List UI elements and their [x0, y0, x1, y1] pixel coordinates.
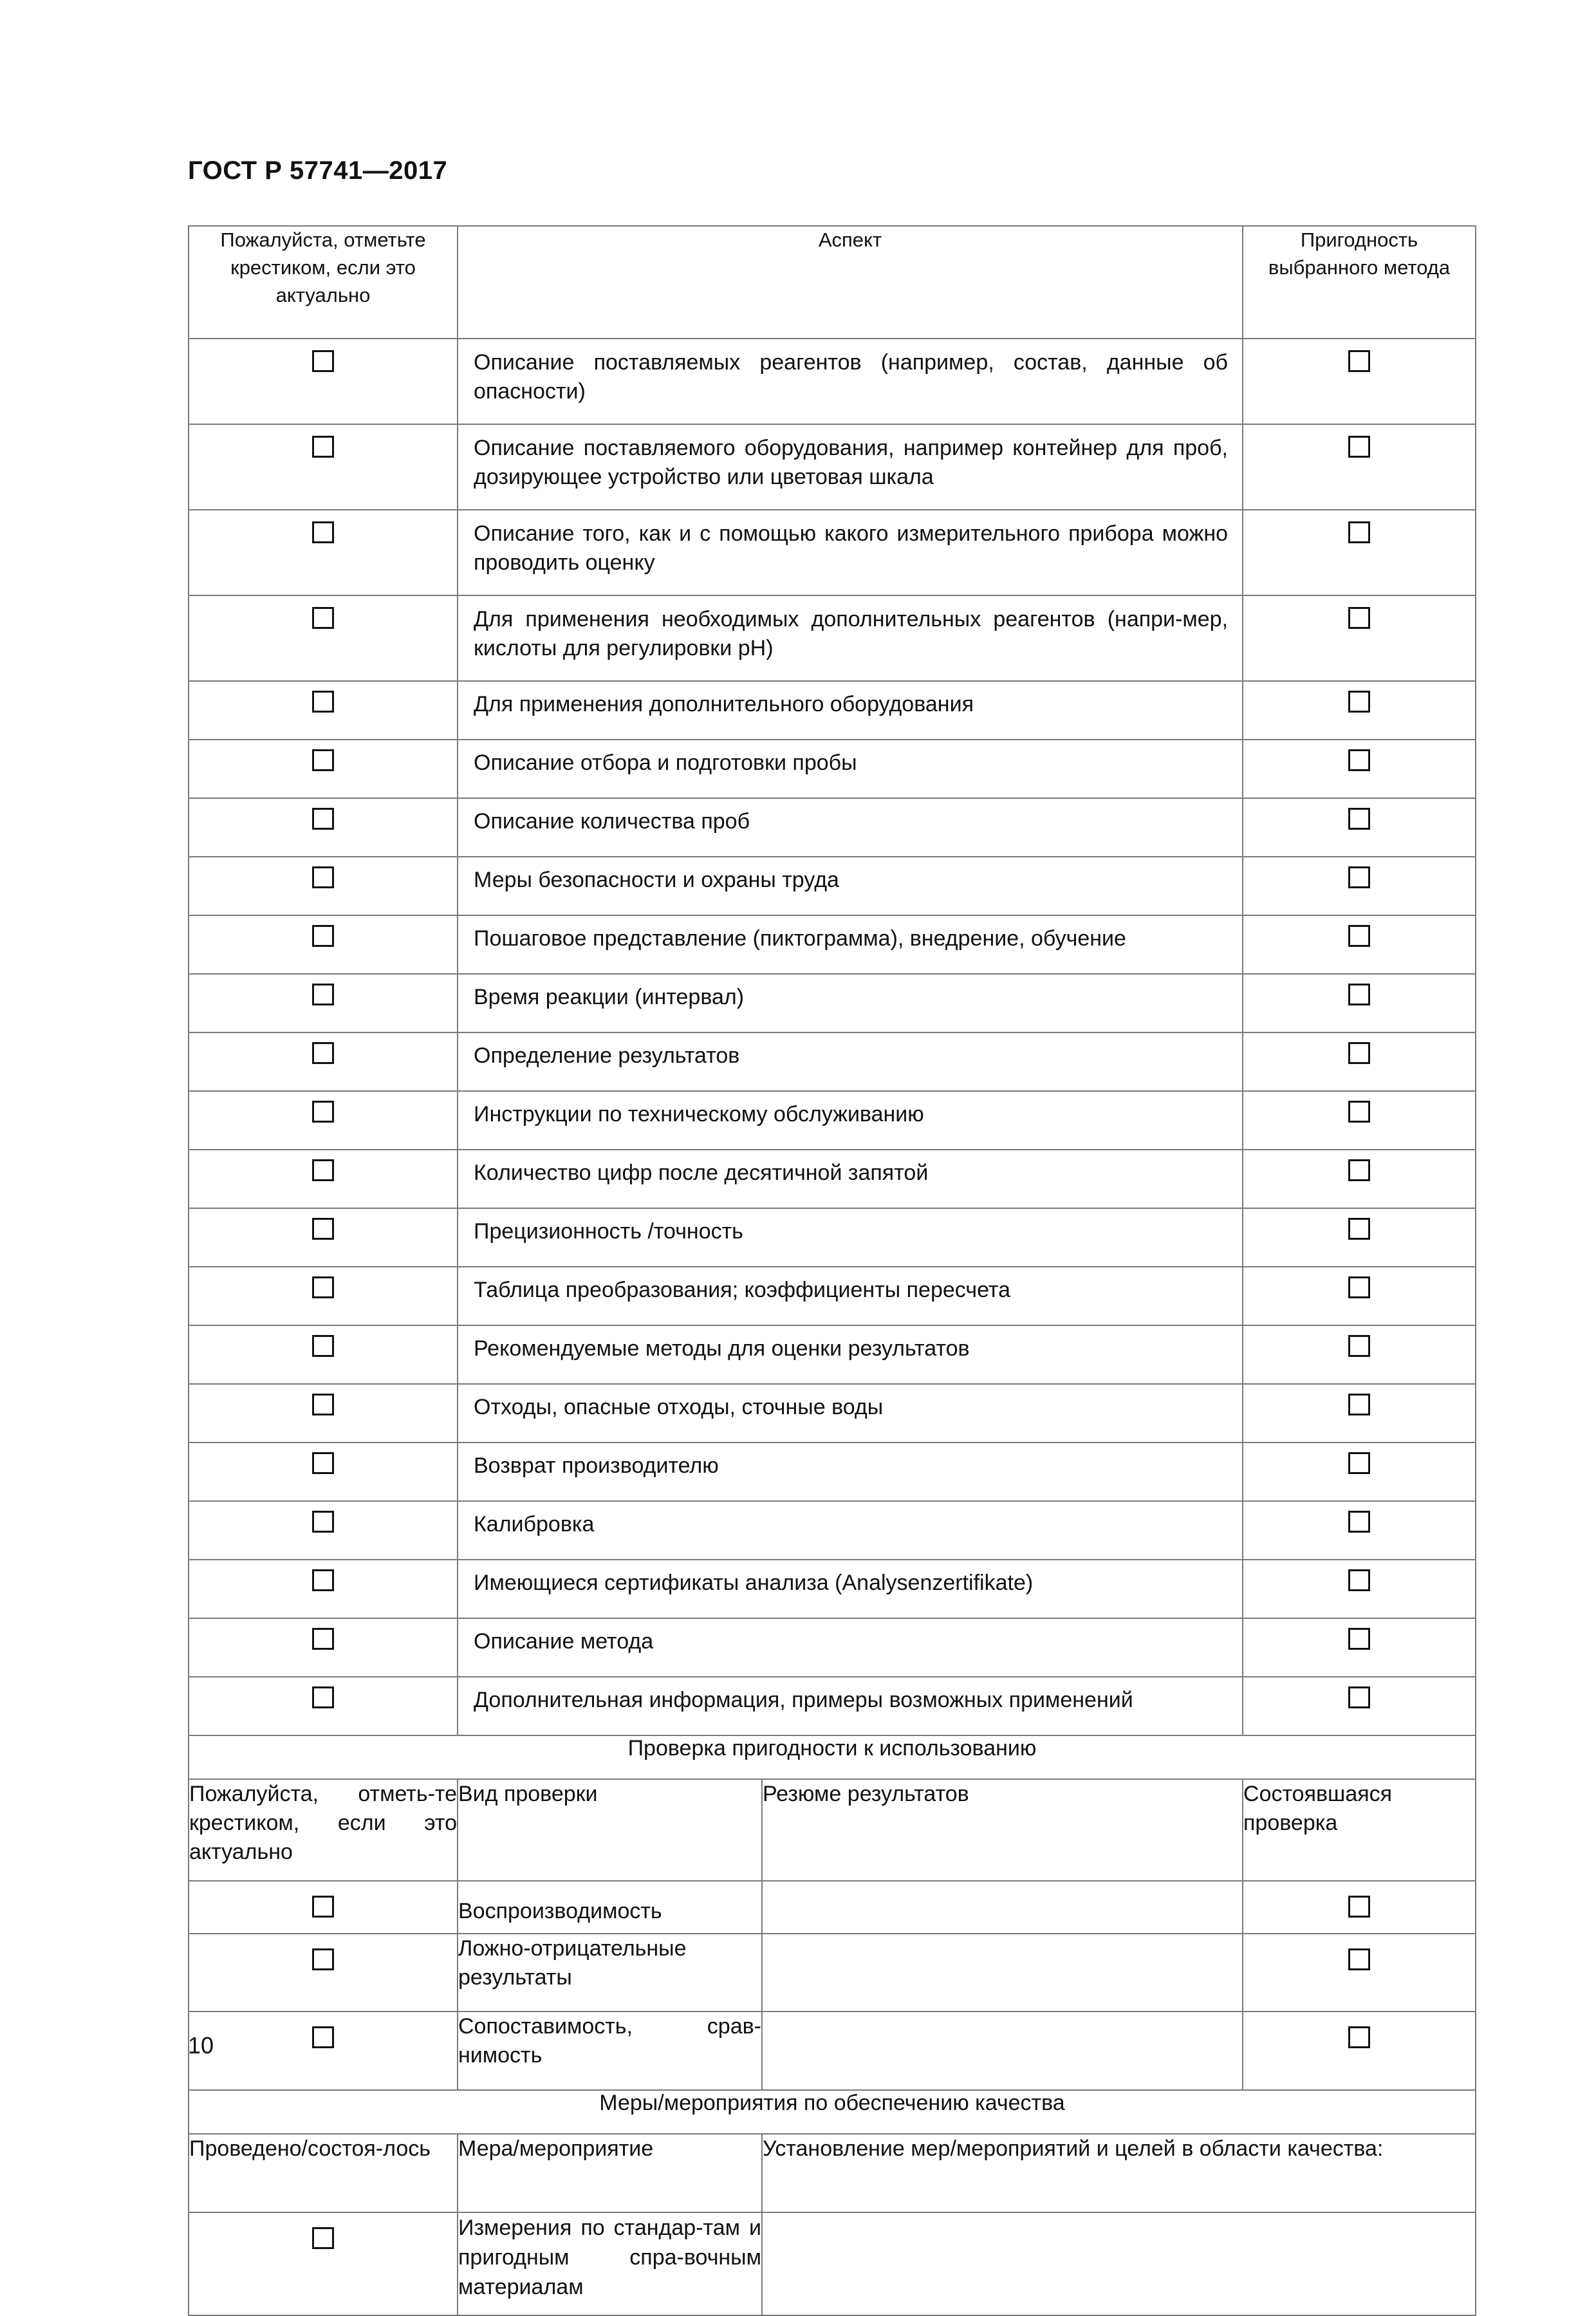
aspect-text: Рекомендуемые методы для оценки результатов: [458, 1325, 1243, 1384]
aspect-row: [189, 1677, 1476, 1735]
usability-row: [189, 1934, 1476, 2012]
column-header-suitability: Пригодность выбранного метода: [1243, 226, 1476, 339]
suitability-checkbox[interactable]: [1348, 1335, 1370, 1357]
mark-cell: [189, 1150, 458, 1208]
quality-row: [189, 2212, 1476, 2315]
suitability-cell: [1243, 510, 1476, 595]
relevance-checkbox[interactable]: [312, 350, 334, 372]
document-header: ГОСТ Р 57741—2017: [188, 156, 448, 185]
aspect-text: Меры безопасности и охраны труда: [458, 857, 1243, 915]
relevance-checkbox[interactable]: [312, 436, 334, 458]
check-done-checkbox[interactable]: [1348, 1896, 1370, 1918]
aspect-row: [189, 681, 1476, 740]
suitability-checkbox[interactable]: [1348, 866, 1370, 888]
usability-section-title: Проверка пригодности к использованию: [189, 1735, 1476, 1779]
aspect-row: [189, 1032, 1476, 1091]
aspect-text: Количество цифр после десятичной запятой: [458, 1150, 1243, 1208]
aspect-text: Инструкции по техническому обслуживанию: [458, 1091, 1243, 1150]
mark-cell: [189, 915, 458, 974]
mark-cell: [189, 1443, 458, 1501]
suitability-cell: [1243, 1618, 1476, 1677]
aspect-row: [189, 595, 1476, 681]
mark-cell: [189, 1267, 458, 1325]
relevance-checkbox[interactable]: [312, 1628, 334, 1650]
check-type: Сопоставимость, срав-нимость: [458, 2012, 762, 2090]
relevance-checkbox[interactable]: [312, 1394, 334, 1415]
aspect-text: Описание того, как и с помощью какого измерительного прибора можно проводить оценку: [458, 510, 1243, 595]
suitability-checkbox[interactable]: [1348, 1569, 1370, 1591]
mark-cell: [189, 595, 458, 681]
section-title-row: [189, 1735, 1476, 1779]
aspect-text: Описание метода: [458, 1618, 1243, 1677]
checklist-table: [188, 225, 1476, 2316]
suitability-cell: [1243, 681, 1476, 740]
aspect-row: [189, 1618, 1476, 1677]
mark-cell: [189, 740, 458, 798]
aspect-text: Описание количества проб: [458, 798, 1243, 857]
check-done-checkbox[interactable]: [1348, 1948, 1370, 1970]
done-checkbox[interactable]: [312, 2227, 334, 2249]
usability-header-row: [189, 1779, 1476, 1881]
column-header-aspect: Аспект: [458, 226, 1243, 339]
suitability-cell: [1243, 1560, 1476, 1618]
mark-cell: [189, 857, 458, 915]
suitability-cell: [1243, 1384, 1476, 1443]
aspect-text: Определение результатов: [458, 1032, 1243, 1091]
results-summary-cell[interactable]: [762, 1881, 1243, 1934]
aspect-row: [189, 1384, 1476, 1443]
quality-column-done: Проведено/состоя-лось: [189, 2134, 458, 2212]
mark-cell: [189, 798, 458, 857]
table-header-row: [189, 226, 1476, 339]
quality-measure: Измерения по стандар-там и пригодным спра-вочным материалам: [458, 2212, 762, 2315]
suitability-cell: [1243, 857, 1476, 915]
usability-column-done: Состоявшаяся проверка: [1243, 1779, 1476, 1881]
done-cell: [189, 2212, 458, 2315]
suitability-cell: [1243, 1325, 1476, 1384]
results-summary-cell[interactable]: [762, 2012, 1243, 2090]
aspect-row: [189, 424, 1476, 510]
aspect-text: Время реакции (интервал): [458, 974, 1243, 1032]
suitability-cell: [1243, 1443, 1476, 1501]
mark-cell: [189, 1881, 458, 1934]
aspect-text: Отходы, опасные отходы, сточные воды: [458, 1384, 1243, 1443]
done-cell: [1243, 1934, 1476, 2012]
suitability-checkbox[interactable]: [1348, 1159, 1370, 1181]
relevance-checkbox[interactable]: [312, 521, 334, 543]
quality-column-goals: Установление мер/мероприятий и целей в области качества:: [762, 2134, 1476, 2212]
relevance-checkbox[interactable]: [312, 749, 334, 771]
suitability-cell: [1243, 1150, 1476, 1208]
suitability-cell: [1243, 1032, 1476, 1091]
aspect-text: Для применения необходимых дополнительных реагентов (напри-мер, кислоты для регулировки pH): [458, 595, 1243, 681]
suitability-cell: [1243, 1501, 1476, 1560]
mark-cell: [189, 424, 458, 510]
suitability-checkbox[interactable]: [1348, 1276, 1370, 1298]
mark-cell: [189, 1325, 458, 1384]
aspect-row: [189, 1325, 1476, 1384]
aspect-row: [189, 740, 1476, 798]
check-type: Воспроизводимость: [458, 1881, 762, 1934]
suitability-checkbox[interactable]: [1348, 808, 1370, 830]
relevance-checkbox[interactable]: [312, 808, 334, 830]
aspect-row: [189, 915, 1476, 974]
suitability-cell: [1243, 1208, 1476, 1267]
suitability-checkbox[interactable]: [1348, 1042, 1370, 1064]
check-done-checkbox[interactable]: [1348, 2026, 1370, 2048]
mark-cell: [189, 339, 458, 424]
relevance-checkbox[interactable]: [312, 925, 334, 947]
mark-cell: [189, 1208, 458, 1267]
aspect-row: [189, 798, 1476, 857]
aspect-text: Описание отбора и подготовки пробы: [458, 740, 1243, 798]
suitability-checkbox[interactable]: [1348, 1686, 1370, 1708]
suitability-cell: [1243, 915, 1476, 974]
aspect-row: [189, 510, 1476, 595]
mark-cell: [189, 1677, 458, 1735]
relevance-checkbox[interactable]: [312, 866, 334, 888]
suitability-cell: [1243, 1677, 1476, 1735]
mark-cell: [189, 510, 458, 595]
mark-cell: [189, 1384, 458, 1443]
done-cell: [1243, 1881, 1476, 1934]
relevance-checkbox[interactable]: [312, 1569, 334, 1591]
aspect-row: [189, 1091, 1476, 1150]
suitability-cell: [1243, 1091, 1476, 1150]
suitability-checkbox[interactable]: [1348, 749, 1370, 771]
suitability-checkbox[interactable]: [1348, 607, 1370, 629]
suitability-checkbox[interactable]: [1348, 1628, 1370, 1650]
aspect-row: [189, 1150, 1476, 1208]
aspect-text: Дополнительная информация, примеры возможных применений: [458, 1677, 1243, 1735]
suitability-cell: [1243, 424, 1476, 510]
done-cell: [1243, 2012, 1476, 2090]
relevance-checkbox[interactable]: [312, 1159, 334, 1181]
relevance-checkbox[interactable]: [312, 1452, 334, 1474]
relevance-checkbox[interactable]: [312, 1101, 334, 1123]
quality-section-title: Меры/мероприятия по обеспечению качества: [189, 2090, 1476, 2134]
quality-column-measure: Мера/мероприятие: [458, 2134, 762, 2212]
suitability-checkbox[interactable]: [1348, 1452, 1370, 1474]
relevance-checkbox[interactable]: [312, 1218, 334, 1240]
mark-cell: [189, 1501, 458, 1560]
suitability-checkbox[interactable]: [1348, 350, 1370, 372]
mark-cell: [189, 1091, 458, 1150]
suitability-checkbox[interactable]: [1348, 984, 1370, 1005]
suitability-cell: [1243, 595, 1476, 681]
aspect-row: [189, 857, 1476, 915]
suitability-cell: [1243, 974, 1476, 1032]
aspect-text: Для применения дополнительного оборудования: [458, 681, 1243, 740]
mark-cell: [189, 1934, 458, 2012]
aspect-row: [189, 1208, 1476, 1267]
column-header-mark: Пожалуйста, отметьте крестиком, если это актуально: [189, 226, 458, 339]
page-number: 10: [188, 2032, 214, 2059]
suitability-checkbox[interactable]: [1348, 1394, 1370, 1415]
mark-cell: [189, 681, 458, 740]
mark-cell: [189, 1032, 458, 1091]
aspect-row: [189, 339, 1476, 424]
suitability-checkbox[interactable]: [1348, 925, 1370, 947]
relevance-checkbox[interactable]: [312, 1042, 334, 1064]
aspect-text: Описание поставляемого оборудования, например контейнер для проб, дозирующее устройство или цветовая шкала: [458, 424, 1243, 510]
mark-cell: [189, 974, 458, 1032]
aspect-row: [189, 1267, 1476, 1325]
aspect-text: Имеющиеся сертификаты анализа (Analysenzertifikate): [458, 1560, 1243, 1618]
aspect-row: [189, 974, 1476, 1032]
suitability-checkbox[interactable]: [1348, 1218, 1370, 1240]
suitability-cell: [1243, 1267, 1476, 1325]
aspect-text: Таблица преобразования; коэффициенты пересчета: [458, 1267, 1243, 1325]
aspect-row: [189, 1560, 1476, 1618]
usability-row: [189, 2012, 1476, 2090]
mark-cell: [189, 2012, 458, 2090]
usability-row: [189, 1881, 1476, 1934]
aspect-text: Возврат производителю: [458, 1443, 1243, 1501]
quality-goals-cell[interactable]: [762, 2212, 1476, 2315]
suitability-checkbox[interactable]: [1348, 1101, 1370, 1123]
relevance-checkbox[interactable]: [312, 2026, 334, 2048]
section-title-row: [189, 2090, 1476, 2134]
relevance-checkbox[interactable]: [312, 1511, 334, 1533]
mark-cell: [189, 1618, 458, 1677]
results-summary-cell[interactable]: [762, 1934, 1243, 2012]
mark-cell: [189, 1560, 458, 1618]
relevance-checkbox[interactable]: [312, 1276, 334, 1298]
aspect-text: Описание поставляемых реагентов (например, состав, данные об опасности): [458, 339, 1243, 424]
suitability-checkbox[interactable]: [1348, 1511, 1370, 1533]
relevance-checkbox[interactable]: [312, 1686, 334, 1708]
relevance-checkbox[interactable]: [312, 1896, 334, 1918]
suitability-checkbox[interactable]: [1348, 521, 1370, 543]
quality-header-row: [189, 2134, 1476, 2212]
usability-column-summary: Резюме результатов: [762, 1779, 1243, 1881]
suitability-cell: [1243, 339, 1476, 424]
relevance-checkbox[interactable]: [312, 607, 334, 629]
suitability-cell: [1243, 740, 1476, 798]
usability-column-mark: Пожалуйста, отметь-те крестиком, если это актуально: [189, 1779, 458, 1881]
relevance-checkbox[interactable]: [312, 1948, 334, 1970]
relevance-checkbox[interactable]: [312, 984, 334, 1005]
aspect-text: Калибровка: [458, 1501, 1243, 1560]
aspect-row: [189, 1443, 1476, 1501]
suitability-checkbox[interactable]: [1348, 691, 1370, 713]
check-type: Ложно-отрицательные результаты: [458, 1934, 762, 2012]
usability-column-type: Вид проверки: [458, 1779, 762, 1881]
aspect-text: Прецизионность /точность: [458, 1208, 1243, 1267]
suitability-cell: [1243, 798, 1476, 857]
aspect-text: Пошаговое представление (пиктограмма), внедрение, обучение: [458, 915, 1243, 974]
relevance-checkbox[interactable]: [312, 691, 334, 713]
aspect-row: [189, 1501, 1476, 1560]
relevance-checkbox[interactable]: [312, 1335, 334, 1357]
suitability-checkbox[interactable]: [1348, 436, 1370, 458]
